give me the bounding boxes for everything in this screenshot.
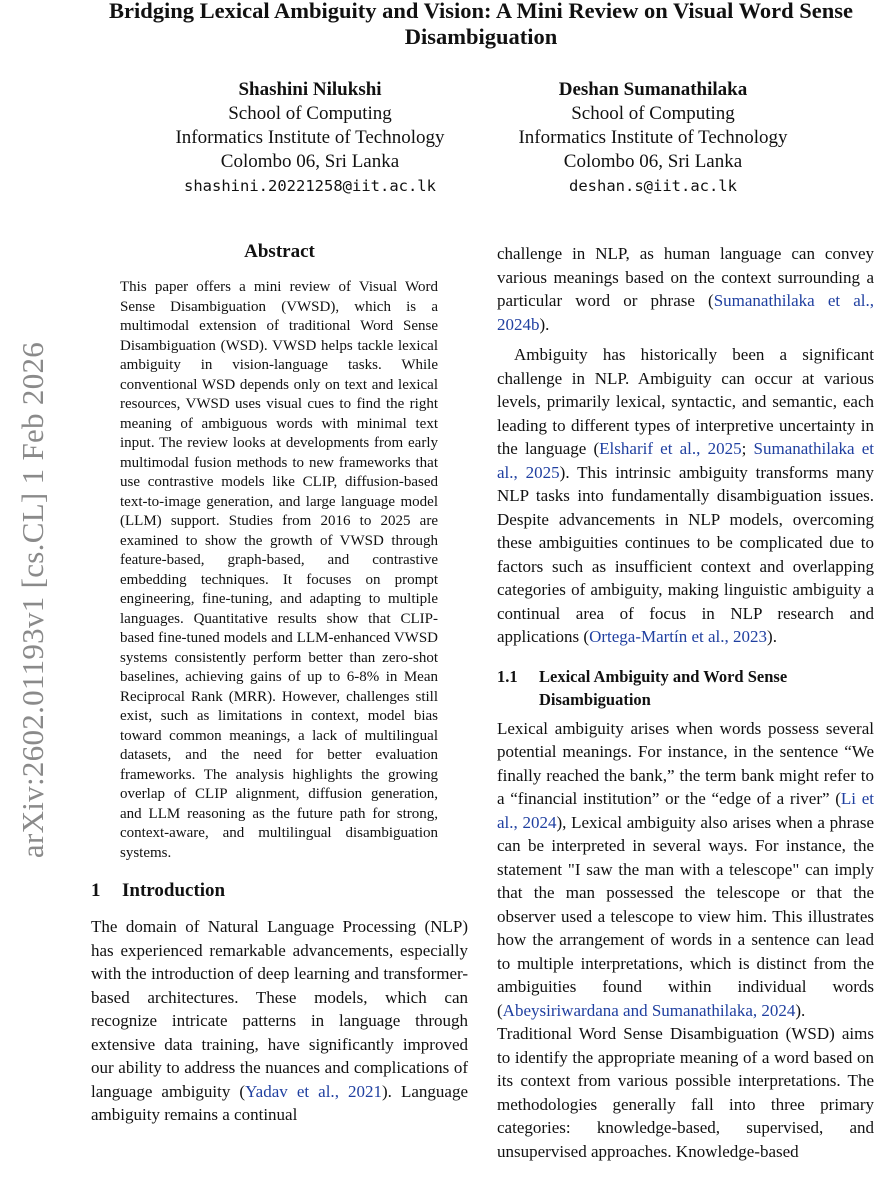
paper-title: Bridging Lexical Ambiguity and Vision: A Mini Review on Visual Word Sense Disambiguation bbox=[108, 0, 854, 49]
author-email[interactable]: shashini.20221258@iit.ac.lk bbox=[184, 177, 436, 195]
subsection-heading bbox=[497, 665, 874, 711]
ambiguity-paragraph: Ambiguity has historically been a significant challenge in NLP. Ambiguity can occur at various levels, primarily lexical, syntactic, and semantic, each leading to different types of interpretive uncertainty in the language (Elsharif et al., 2025; Sumanathilaka et al., 2025). This intrinsic ambiguity transforms many NLP tasks into fundamentally disambiguation issues. Despite advancements in NLP models, overcoming these ambiguities continues to be complicated due to factors such as insufficient context and overlapping categories of ambiguity, making linguistic ambiguity a continual area of focus in NLP research and applications (Ortega-Martín et al., 2023). bbox=[497, 345, 874, 646]
wsd-paragraph: Traditional Word Sense Disambiguation (WSD) aims to identify the appropriate meaning of a word based on its context from various possible interpretations. The methodologies generally fall into three primary categories: knowledge-based, supervised, and unsupervised approaches. Knowledge-based bbox=[497, 1024, 874, 1161]
author-block-2 bbox=[498, 78, 808, 198]
lexical-ambiguity-paragraph: Lexical ambiguity arises when words possess several potential meanings. For instance, in the sentence “We finally reached the bank,” the term bank might refer to a “financial institution” or the “edge of a river” (Li et al., 2024), Lexical ambiguity also arises when a phrase can be interpreted in several ways. For instance, the statement "I saw the man with a telescope" can imply that the man possessed the telescope or that the observer used a telescope to view him. This illustrates how the arrangement of words in a sentence can lead to multiple interpretations, which is distinct from the ambiguities found within individual words (Abeysiriwardana and Sumanathilaka, 2024). bbox=[497, 718, 874, 1020]
citation-link[interactable]: Ortega-Martín et al., 2023 bbox=[589, 627, 768, 646]
author-location: Colombo 06, Sri Lanka bbox=[563, 151, 743, 172]
subsection-number: 1.1 bbox=[497, 666, 518, 686]
abstract-heading: Abstract bbox=[244, 241, 315, 262]
author-block-1 bbox=[156, 78, 464, 198]
author-name: Shashini Nilukshi bbox=[238, 79, 382, 100]
citation-link[interactable]: Abeysiriwardana and Sumanathilaka, 2024 bbox=[502, 1000, 796, 1020]
author-email[interactable]: deshan.s@iit.ac.lk bbox=[569, 177, 737, 195]
author-location: Colombo 06, Sri Lanka bbox=[220, 151, 400, 172]
citation-link[interactable]: Yadav et al., 2021 bbox=[245, 1081, 383, 1101]
intro-paragraph-continued: challenge in NLP, as human language can convey various meanings based on the context surrounding a particular word or phrase (Sumanathilaka et al., 2024b). bbox=[497, 244, 874, 334]
author-department: School of Computing bbox=[228, 103, 392, 124]
section-title: Introduction bbox=[122, 880, 226, 901]
citation-link[interactable]: Li et al., 2024 bbox=[497, 789, 874, 832]
citation-link[interactable]: Sumanathilaka et al., 2025 bbox=[497, 439, 874, 482]
right-column bbox=[497, 242, 874, 1163]
author-department: School of Computing bbox=[571, 103, 735, 124]
citation-link[interactable]: Elsharif et al., 2025 bbox=[599, 439, 742, 458]
left-column bbox=[91, 240, 468, 1127]
intro-paragraph: The domain of Natural Language Processing (NLP) has experienced remarkable advancements, especially with the introduction of deep learning and transformer-based architectures. These models, which can recognize intricate patterns in language through extensive data training, have significantly improved our ability to address the nuances and complications of language ambiguity (Yadav et al., 2021). Language ambiguity remains a continual bbox=[91, 917, 469, 1124]
subsection-title: Lexical Ambiguity and Word Sense Disambiguation bbox=[539, 666, 788, 709]
author-name: Deshan Sumanathilaka bbox=[558, 79, 748, 100]
section-number: 1 bbox=[91, 880, 101, 901]
author-institution: Informatics Institute of Technology bbox=[518, 127, 788, 148]
citation-link[interactable]: Sumanathilaka et al., 2024b bbox=[497, 291, 874, 334]
author-institution: Informatics Institute of Technology bbox=[175, 127, 445, 148]
section-heading-introduction bbox=[91, 879, 468, 903]
arxiv-sidebar bbox=[6, 290, 60, 910]
abstract-text: This paper offers a mini review of Visual Word Sense Disambiguation (VWSD), which is a multimodal extension of traditional Word Sense Disambiguation (WSD). VWSD helps tackle lexical ambiguity in vision-language tasks. While conventional WSD depends only on text and lexical resources, VWSD uses visual cues to find the right meaning of ambiguous words with minimal text input. The review looks at developments from early multimodal fusion methods to new frameworks that use contrastive models like CLIP, diffusion-based text-to-image generation, and large language model (LLM) support. Studies from 2016 to 2025 are examined to show the growth of VWSD through feature-based, graph-based, and contrastive embedding techniques. It focuses on prompt engineering, fine-tuning, and adapting to multiple languages. Quantitative results show that CLIP-based fine-tuned models and LLM-enhanced VWSD systems consistently perform better than zero-shot baselines, achieving gains of up to 6-8% in Mean Reciprocal Rank (MRR). However, challenges still exist, such as limitations in context, model bias toward common meanings, a lack of multilingual datasets, and the need for better evaluation frameworks. The analysis highlights the growing overlap of CLIP alignment, diffusion generation, and LLM reasoning as the future path for strong, context-aware, and multilingual disambiguation systems. bbox=[120, 279, 438, 861]
arxiv-identifier: arXiv:2602.01193v1 [cs.CL] 1 Feb 2026 bbox=[15, 341, 51, 859]
